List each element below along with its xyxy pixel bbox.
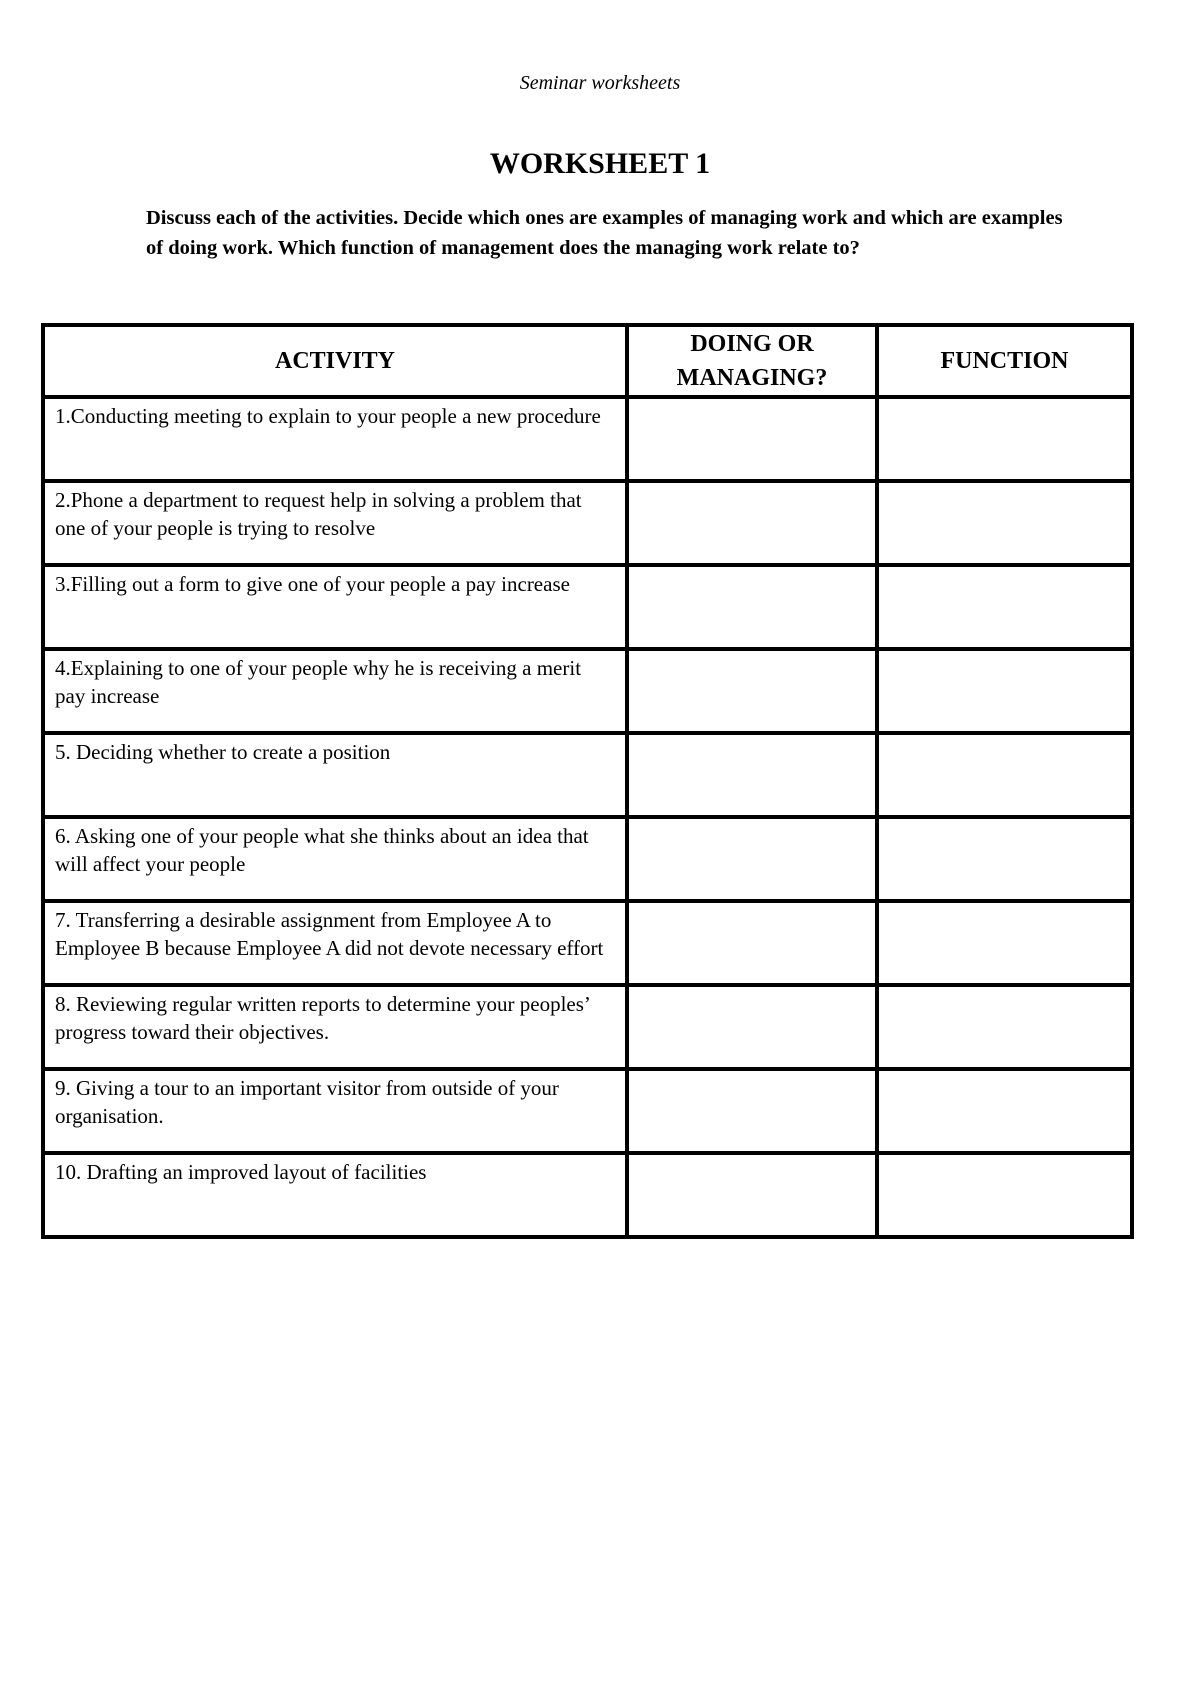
activity-cell: 1.Conducting meeting to explain to your people a new procedure	[43, 397, 627, 481]
header-note: Seminar worksheets	[519, 72, 681, 94]
doing-or-managing-cell	[627, 397, 877, 481]
function-cell	[877, 649, 1132, 733]
table-row	[43, 733, 1132, 817]
activity-cell: 10. Drafting an improved layout of facilities	[43, 1153, 627, 1237]
function-cell	[877, 901, 1132, 985]
activity-cell: 2.Phone a department to request help in solving a problem that one of your people is trying to resolve	[43, 481, 627, 565]
doing-or-managing-cell	[627, 1069, 877, 1153]
function-cell	[877, 481, 1132, 565]
table-row	[43, 565, 1132, 649]
table-row	[43, 649, 1132, 733]
table-row	[43, 901, 1132, 985]
doing-or-managing-cell	[627, 985, 877, 1069]
doing-or-managing-cell	[627, 901, 877, 985]
function-cell	[877, 1069, 1132, 1153]
doing-or-managing-cell	[627, 733, 877, 817]
table-header-row	[43, 325, 1132, 397]
function-cell	[877, 817, 1132, 901]
doing-or-managing-cell	[627, 481, 877, 565]
activity-cell: 6. Asking one of your people what she thinks about an idea that will affect your people	[43, 817, 627, 901]
table-row	[43, 985, 1132, 1069]
function-cell	[877, 397, 1132, 481]
table-row	[43, 1153, 1132, 1237]
activity-cell: 9. Giving a tour to an important visitor from outside of your organisation.	[43, 1069, 627, 1153]
column-header-activity: ACTIVITY	[43, 325, 627, 397]
column-header-doing-or-managing: DOING OR MANAGING?	[627, 325, 877, 397]
function-cell	[877, 733, 1132, 817]
worksheet-table	[41, 323, 1134, 1239]
doing-or-managing-cell	[627, 1153, 877, 1237]
activity-cell: 7. Transferring a desirable assignment from Employee A to Employee B because Employee A did not devote necessary effort	[43, 901, 627, 985]
function-cell	[877, 1153, 1132, 1237]
function-cell	[877, 565, 1132, 649]
function-cell	[877, 985, 1132, 1069]
table-row	[43, 481, 1132, 565]
activity-cell: 5. Deciding whether to create a position	[43, 733, 627, 817]
table-row	[43, 1069, 1132, 1153]
doing-or-managing-cell	[627, 817, 877, 901]
page-title: WORKSHEET 1	[489, 147, 711, 180]
column-header-function: FUNCTION	[877, 325, 1132, 397]
table-row	[43, 397, 1132, 481]
table-row	[43, 817, 1132, 901]
activity-cell: 3.Filling out a form to give one of your people a pay increase	[43, 565, 627, 649]
doing-or-managing-cell	[627, 649, 877, 733]
instructions-text: Discuss each of the activities. Decide which ones are examples of managing work and which are examples of doing work. Which function of management does the managing work relate to?	[146, 207, 1063, 259]
doing-or-managing-cell	[627, 565, 877, 649]
activity-cell: 4.Explaining to one of your people why he is receiving a merit pay increase	[43, 649, 627, 733]
activity-cell: 8. Reviewing regular written reports to determine your peoples’ progress toward their objectives.	[43, 985, 627, 1069]
